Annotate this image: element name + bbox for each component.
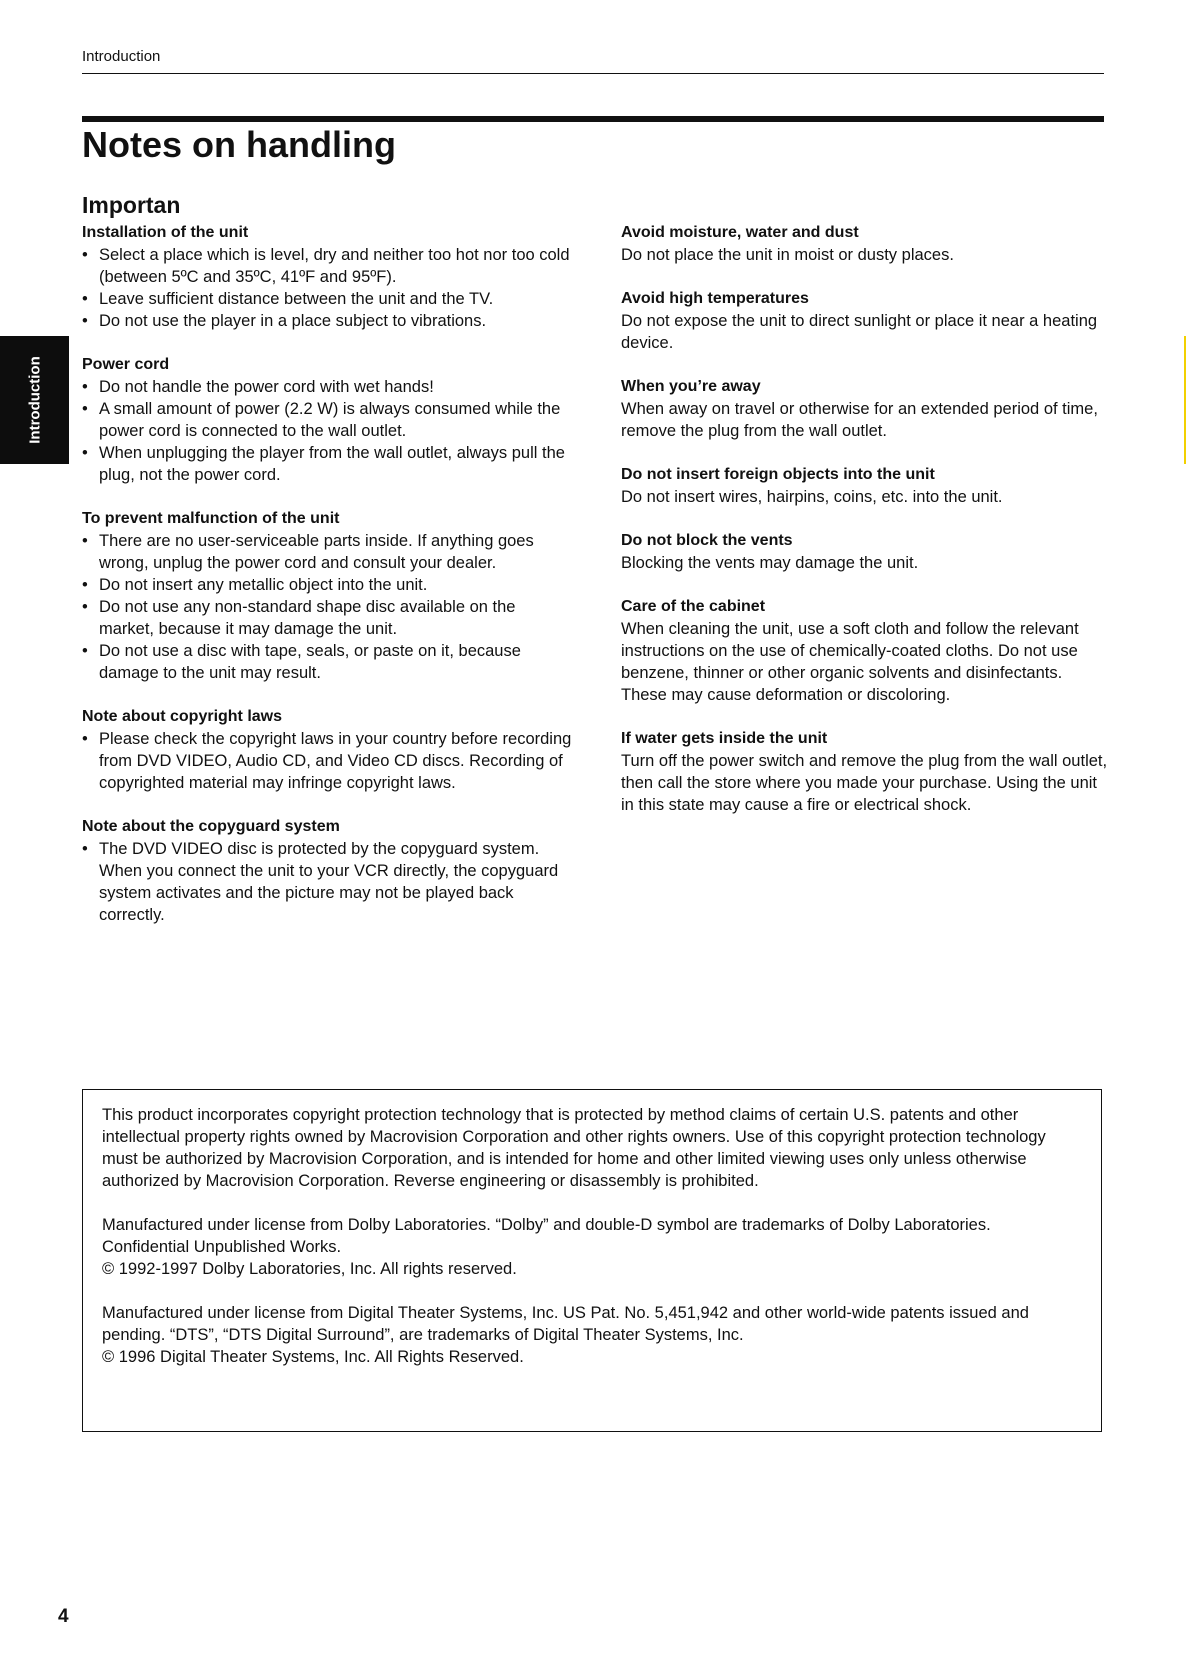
installation-list [82,244,572,332]
section-heading: Importan [82,192,181,218]
list-item: • Do not use any non-standard shape disc available on the market, because it may damage the unit. [82,596,572,640]
temperatures-title: Avoid high temperatures [621,290,809,307]
copyright-section [82,706,572,794]
water-inside-text: Turn off the power switch and remove the plug from the wall outlet, then call the store where you made your purchase. Using the unit in this state may cause a fire or electrical shock. [621,752,1108,814]
list-item: • Do not use a disc with tape, seals, or paste on it, because damage to the unit may result. [82,640,572,684]
power-cord-section [82,354,572,486]
malfunction-list [82,530,572,684]
dts-notice [102,1302,1081,1368]
page-number: 4 [58,1606,69,1627]
cabinet-title: Care of the cabinet [621,598,766,615]
vents-title: Do not block the vents [621,532,793,549]
power-cord-list [82,376,572,486]
away-section [621,376,1111,442]
copyright-title: Note about copyright laws [82,708,283,725]
copyguard-title: Note about the copyguard system [82,818,340,835]
list-item: • Select a place which is level, dry and neither too hot nor too cold (between 5ºC and 35ºC, 41ºF and 95ºF). [82,244,572,288]
list-item: • The DVD VIDEO disc is protected by the copyguard system. When you connect the unit to your VCR directly, the copyguard system activates and the picture may not be played back correctly. [82,838,572,926]
running-header: Introduction [82,48,161,65]
dts-copyright: © 1996 Digital Theater Systems, Inc. All Rights Reserved. [102,1348,524,1366]
malfunction-title: To prevent malfunction of the unit [82,510,340,527]
away-title: When you’re away [621,378,761,395]
left-column [82,222,572,948]
away-text: When away on travel or otherwise for an extended period of time, remove the plug from the wall outlet. [621,400,1098,440]
vents-text: Blocking the vents may damage the unit. [621,554,919,572]
cabinet-section [621,596,1111,706]
side-tab-label: Introduction [26,356,43,444]
macrovision-notice: This product incorporates copyright protection technology that is protected by method claims of certain U.S. patents and other intellectual property rights owned by Macrovision Corporation and other rights owners. Use of this copyright protection technology must be authorized by Macrovision Corporation, and is intended for home and other limited viewing uses only unless otherwise authorized by Macrovision Corporation. Reverse engineering or disassembly is prohibited. [102,1106,1046,1190]
list-item: • There are no user-serviceable parts inside. If anything goes wrong, unplug the power cord and consult your dealer. [82,530,572,574]
malfunction-section [82,508,572,684]
foreign-objects-text: Do not insert wires, hairpins, coins, etc. into the unit. [621,488,1003,506]
list-item: • Leave sufficient distance between the unit and the TV. [82,288,572,310]
dts-license: Manufactured under license from Digital Theater Systems, Inc. US Pat. No. 5,451,942 and other world-wide patents issued and pending. “DTS”, “DTS Digital Surround”, are trademarks of Digital Theater Systems, Inc. [102,1304,1029,1344]
installation-section [82,222,572,332]
dolby-copyright: © 1992-1997 Dolby Laboratories, Inc. All rights reserved. [102,1260,517,1278]
copyguard-section [82,816,572,926]
foreign-objects-section [621,464,1111,508]
list-item: • When unplugging the player from the wall outlet, always pull the plug, not the power cord. [82,442,572,486]
list-item: • Do not insert any metallic object into the unit. [82,574,572,596]
list-item: • Do not use the player in a place subject to vibrations. [82,310,572,332]
installation-title: Installation of the unit [82,224,249,241]
right-column [621,222,1111,838]
side-section-tab [0,336,69,464]
foreign-objects-title: Do not insert foreign objects into the unit [621,466,935,483]
list-item: • A small amount of power (2.2 W) is always consumed while the power cord is connected to the wall outlet. [82,398,572,442]
header-rule [82,73,1104,74]
list-item: • Please check the copyright laws in your country before recording from DVD VIDEO, Audio CD, and Video CD discs. Recording of copyrighted material may infringe copyright laws. [82,728,572,794]
dolby-confidential: Confidential Unpublished Works. [102,1238,342,1256]
copyguard-list [82,838,572,926]
dolby-notice [102,1214,1081,1280]
temperatures-text: Do not expose the unit to direct sunlight or place it near a heating device. [621,312,1098,352]
page-title: Notes on handling [82,124,396,165]
dolby-license: Manufactured under license from Dolby Laboratories. “Dolby” and double-D symbol are trademarks of Dolby Laboratories. [102,1216,991,1234]
cabinet-text: When cleaning the unit, use a soft cloth and follow the relevant instructions on the use of chemically-coated cloths. Do not use benzene, thinner or other organic solvents and disinfectants. These may cause deformation or discoloring. [621,620,1079,704]
copyright-list [82,728,572,794]
water-inside-title: If water gets inside the unit [621,730,828,747]
water-inside-section [621,728,1111,816]
list-item: • Do not handle the power cord with wet hands! [82,376,572,398]
temperatures-section [621,288,1111,354]
moisture-section [621,222,1111,266]
power-cord-title: Power cord [82,356,170,373]
moisture-title: Avoid moisture, water and dust [621,224,859,241]
vents-section [621,530,1111,574]
legal-notice-box [82,1089,1102,1432]
moisture-text: Do not place the unit in moist or dusty places. [621,246,954,264]
edge-mark [1184,336,1186,464]
